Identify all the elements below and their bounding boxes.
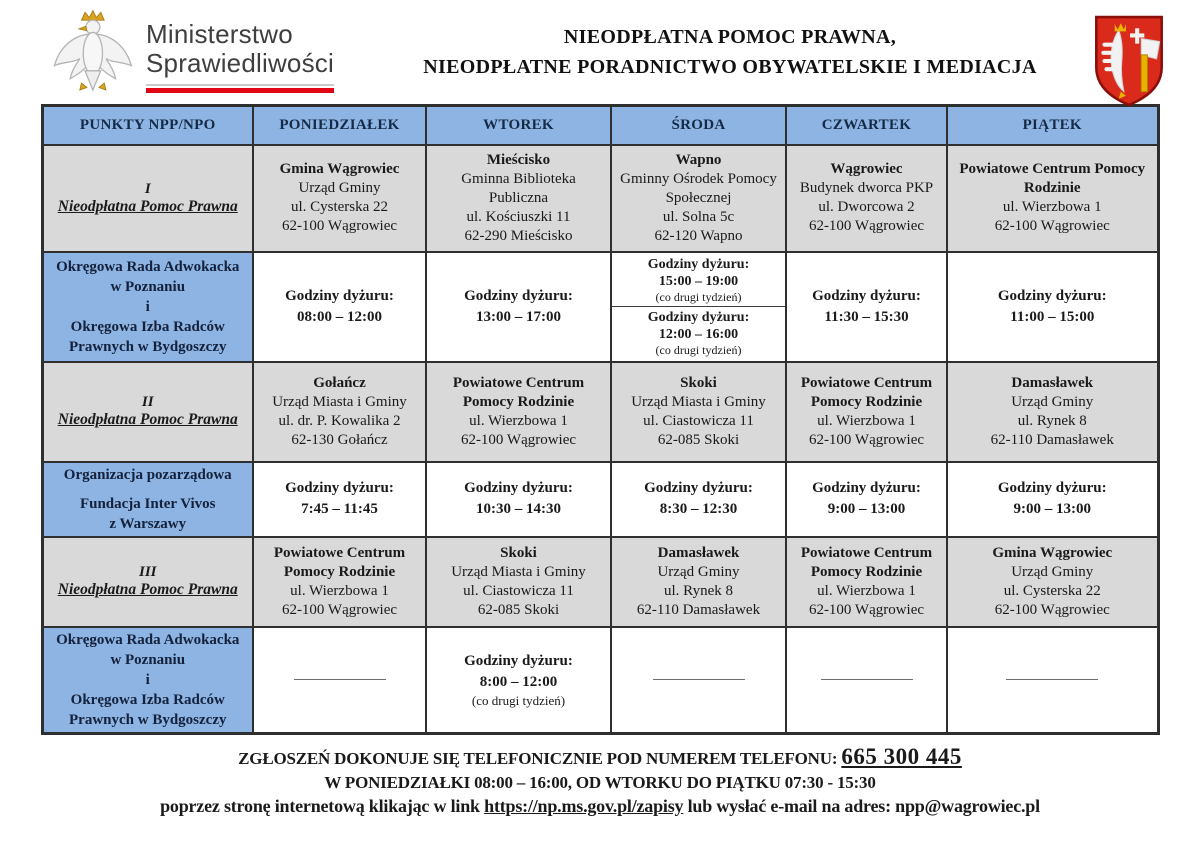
point-name: Nieodpłatna Pomoc Prawna bbox=[57, 197, 238, 215]
location-line: ul. dr. P. Kowalika 2 bbox=[278, 412, 401, 429]
duty-hours: Godziny dyżuru: 11:00 – 15:00 bbox=[997, 287, 1107, 325]
location-line: Gminny Ośrodek Pomocy Społecznej bbox=[620, 170, 777, 206]
provider-line: w Poznaniu bbox=[110, 651, 186, 668]
location-line: ul. Wierzbowa 1 bbox=[1002, 199, 1102, 215]
footer-hours-line: W PONIEDZIAŁKI 08:00 – 16:00, OD WTORKU DO PIĄTKU 07:30 - 15:30 bbox=[324, 772, 876, 792]
duty-hours: Godziny dyżuru: 8:30 – 12:30 bbox=[644, 480, 753, 517]
location-title: Gołańcz bbox=[313, 374, 366, 391]
point-name: Nieodpłatna Pomoc Prawna bbox=[57, 581, 238, 598]
split-hours-part bbox=[612, 307, 785, 360]
polish-eagle-icon bbox=[48, 8, 136, 104]
column-header-0: PUNKTY NPP/NPO bbox=[42, 106, 253, 145]
footer-phone-prefix: ZGŁOSZEŃ DOKONUJE SIĘ TELEFONICZNIE POD NUMEREM TELEFONU: bbox=[238, 748, 842, 768]
page-header bbox=[0, 0, 1200, 102]
table-row bbox=[42, 252, 1158, 362]
provider-line: Okręgowa Rada Adwokacka bbox=[56, 258, 240, 275]
hours-cell bbox=[426, 627, 611, 734]
location-line: Budynek dworca PKP bbox=[799, 180, 934, 196]
table-row bbox=[42, 462, 1158, 537]
location-cell bbox=[947, 145, 1158, 252]
column-header-5: PIĄTEK bbox=[947, 106, 1158, 145]
row-label bbox=[42, 252, 253, 362]
location-cell bbox=[786, 145, 947, 252]
placeholder-dash bbox=[294, 679, 386, 680]
location-line: ul. Solna 5c bbox=[662, 208, 735, 225]
footer-web-prefix: poprzez stronę internetową klikając w link bbox=[160, 795, 485, 816]
location-line: Urząd Gminy bbox=[1011, 393, 1094, 410]
location-cell bbox=[253, 145, 426, 252]
point-numeral: I bbox=[144, 180, 151, 197]
location-title: Damasławek bbox=[657, 544, 740, 561]
duty-hours: Godziny dyżuru: 12:00 – 16:00 (co drugi tydzień) bbox=[647, 310, 750, 357]
location-cell bbox=[786, 362, 947, 462]
location-title: Gmina Wągrowiec bbox=[279, 161, 400, 177]
ministry-brand bbox=[48, 8, 378, 104]
registration-link[interactable]: https://np.ms.gov.pl/zapisy bbox=[484, 795, 684, 816]
table-row bbox=[42, 627, 1158, 734]
location-line: 62-100 Wągrowiec bbox=[808, 431, 925, 448]
location-title: Powiatowe Centrum Pomocy Rodzinie bbox=[452, 374, 585, 410]
hours-cell bbox=[786, 252, 947, 362]
page-title-line2: NIEODPŁATNE PORADNICTWO OBYWATELSKIE I MEDIACJA bbox=[423, 56, 1037, 78]
split-hours-part bbox=[612, 254, 785, 307]
empty-cell bbox=[947, 627, 1158, 734]
row-label bbox=[42, 627, 253, 734]
schedule-table bbox=[41, 104, 1160, 735]
location-line: ul. Rynek 8 bbox=[664, 582, 733, 599]
hours-cell bbox=[947, 252, 1158, 362]
empty-cell bbox=[786, 627, 947, 734]
ministry-name-line1: Ministerstwo bbox=[146, 19, 293, 49]
location-title: Powiatowe Centrum Pomocy Rodzinie bbox=[273, 544, 406, 580]
hours-cell bbox=[253, 252, 426, 362]
location-cell bbox=[786, 537, 947, 627]
location-line: 62-100 Wągrowiec bbox=[808, 218, 925, 234]
duty-hours: Godziny dyżuru: 13:00 – 17:00 bbox=[464, 287, 573, 325]
placeholder-dash bbox=[653, 679, 745, 680]
location-cell bbox=[611, 145, 786, 252]
location-cell bbox=[947, 362, 1158, 462]
location-title: Mieścisko bbox=[486, 151, 551, 168]
location-title: Powiatowe Centrum Pomocy Rodzinie bbox=[800, 374, 933, 410]
provider-line: Okręgowa Izba Radców bbox=[70, 318, 225, 335]
provider-line: i bbox=[145, 671, 150, 688]
duty-hours: Godziny dyżuru: 10:30 – 14:30 bbox=[464, 480, 573, 517]
location-line: 62-100 Wągrowiec bbox=[994, 601, 1110, 618]
table-header-row bbox=[42, 106, 1158, 145]
footer-web-suffix: lub wysłać e-mail na adres: npp@wagrowiec.pl bbox=[683, 795, 1040, 816]
location-line: 62-120 Wapno bbox=[654, 227, 743, 244]
location-line: 62-110 Damasławek bbox=[636, 601, 761, 618]
row-label bbox=[42, 462, 253, 537]
location-line: ul. Wierzbowa 1 bbox=[469, 412, 568, 429]
location-line: 62-085 Skoki bbox=[657, 431, 740, 448]
location-cell bbox=[253, 362, 426, 462]
duty-hours: Godziny dyżuru: 08:00 – 12:00 bbox=[285, 287, 394, 325]
ministry-name-line2: Sprawiedliwości bbox=[146, 48, 334, 78]
hours-cell bbox=[786, 462, 947, 537]
location-line: ul. Wierzbowa 1 bbox=[290, 582, 389, 599]
duty-hours: Godziny dyżuru: 9:00 – 13:00 bbox=[812, 480, 921, 517]
location-cell bbox=[253, 537, 426, 627]
location-line: Urząd Miasta i Gminy bbox=[631, 393, 766, 410]
column-header-3: ŚRODA bbox=[611, 106, 786, 145]
provider-line: Prawnych w Bydgoszczy bbox=[69, 338, 227, 355]
location-line: ul. Wierzbowa 1 bbox=[817, 412, 916, 429]
row-label bbox=[42, 145, 253, 252]
provider-line: w Poznaniu bbox=[110, 278, 186, 295]
column-header-2: WTOREK bbox=[426, 106, 611, 145]
provider-line: z Warszawy bbox=[109, 515, 187, 532]
provider-line: Organizacja pozarządowa bbox=[63, 466, 232, 483]
location-line: Urząd Gminy bbox=[657, 563, 740, 580]
location-title: Damasławek bbox=[1011, 374, 1094, 391]
split-hours-cell bbox=[611, 252, 786, 362]
table-row bbox=[42, 537, 1158, 627]
location-line: ul. Cysterska 22 bbox=[1003, 582, 1101, 599]
point-name: Nieodpłatna Pomoc Prawna bbox=[57, 411, 238, 428]
footer-phone-line bbox=[0, 744, 1200, 770]
duty-hours: Godziny dyżuru: 11:30 – 15:30 bbox=[812, 287, 921, 325]
location-line: 62-290 Mieścisko bbox=[464, 227, 573, 244]
location-line: 62-110 Damasławek bbox=[990, 431, 1114, 448]
placeholder-dash bbox=[1006, 679, 1098, 680]
column-header-1: PONIEDZIAŁEK bbox=[253, 106, 426, 145]
location-line: Urząd Gminy bbox=[1011, 563, 1094, 580]
hours-cell bbox=[426, 462, 611, 537]
location-cell bbox=[426, 537, 611, 627]
hours-cell bbox=[947, 462, 1158, 537]
location-line: 62-100 Wągrowiec bbox=[281, 601, 398, 618]
location-line: 62-085 Skoki bbox=[477, 601, 560, 618]
county-crest bbox=[1082, 14, 1166, 108]
location-line: ul. Ciastowicza 11 bbox=[463, 582, 574, 599]
location-line: Gminna Biblioteka Publiczna bbox=[461, 170, 576, 206]
duty-hours: Godziny dyżuru: 9:00 – 13:00 bbox=[997, 480, 1107, 517]
provider-line: Prawnych w Bydgoszczy bbox=[69, 711, 227, 728]
location-line: Urząd Gminy bbox=[298, 180, 381, 196]
location-line: ul. Rynek 8 bbox=[1017, 412, 1087, 429]
point-numeral: II bbox=[141, 394, 154, 410]
location-line: ul. Wierzbowa 1 bbox=[817, 582, 916, 599]
table-row bbox=[42, 362, 1158, 462]
provider-line: i bbox=[145, 298, 150, 315]
page-footer bbox=[0, 744, 1200, 817]
location-line: ul. Cysterska 22 bbox=[290, 199, 389, 215]
provider-line: Okręgowa Izba Radców bbox=[70, 691, 225, 708]
hours-cell bbox=[426, 252, 611, 362]
location-title: Powiatowe Centrum Pomocy Rodzinie bbox=[959, 161, 1146, 196]
location-line: Urząd Miasta i Gminy bbox=[272, 393, 407, 410]
row-label bbox=[42, 537, 253, 627]
table-row bbox=[42, 145, 1158, 252]
location-title: Skoki bbox=[500, 544, 537, 561]
provider-line: Okręgowa Rada Adwokacka bbox=[56, 631, 240, 648]
empty-cell bbox=[611, 627, 786, 734]
location-line: 62-100 Wągrowiec bbox=[460, 431, 577, 448]
location-line: 62-100 Wągrowiec bbox=[281, 218, 398, 234]
row-label bbox=[42, 362, 253, 462]
location-title: Wapno bbox=[675, 151, 722, 168]
location-title: Gmina Wągrowiec bbox=[992, 544, 1113, 561]
page-title bbox=[378, 22, 1082, 82]
location-cell bbox=[611, 537, 786, 627]
location-cell bbox=[426, 145, 611, 252]
location-line: 62-130 Gołańcz bbox=[291, 431, 388, 448]
location-line: Urząd Miasta i Gminy bbox=[451, 563, 586, 580]
footer-web-line bbox=[0, 796, 1200, 817]
location-line: ul. Dworcowa 2 bbox=[818, 199, 915, 215]
duty-hours: Godziny dyżuru: 8:00 – 12:00 (co drugi tydzień) bbox=[464, 652, 573, 708]
empty-cell bbox=[253, 627, 426, 734]
provider-line: Fundacja Inter Vivos bbox=[79, 495, 216, 512]
location-line: 62-100 Wągrowiec bbox=[808, 601, 925, 618]
point-numeral: III bbox=[138, 564, 157, 580]
location-title: Skoki bbox=[680, 374, 717, 391]
location-line: ul. Kościuszki 11 bbox=[466, 208, 571, 225]
location-title: Powiatowe Centrum Pomocy Rodzinie bbox=[800, 544, 933, 580]
hours-cell bbox=[611, 462, 786, 537]
phone-number: 665 300 445 bbox=[841, 743, 962, 769]
column-header-4: CZWARTEK bbox=[786, 106, 947, 145]
location-title: Wągrowiec bbox=[830, 161, 903, 177]
location-cell bbox=[611, 362, 786, 462]
duty-hours: Godziny dyżuru: 7:45 – 11:45 bbox=[285, 480, 394, 517]
location-cell bbox=[426, 362, 611, 462]
location-line: ul. Ciastowicza 11 bbox=[643, 412, 754, 429]
placeholder-dash bbox=[821, 679, 913, 680]
duty-hours: Godziny dyżuru: 15:00 – 19:00 (co drugi tydzień) bbox=[647, 256, 750, 304]
ministry-name bbox=[146, 20, 334, 95]
wagrowiec-county-crest-icon bbox=[1092, 14, 1166, 108]
page-title-line1: NIEODPŁATNA POMOC PRAWNA, bbox=[563, 26, 897, 48]
brand-underline bbox=[146, 84, 334, 95]
hours-cell bbox=[253, 462, 426, 537]
location-line: 62-100 Wągrowiec bbox=[994, 218, 1110, 234]
location-cell bbox=[947, 537, 1158, 627]
